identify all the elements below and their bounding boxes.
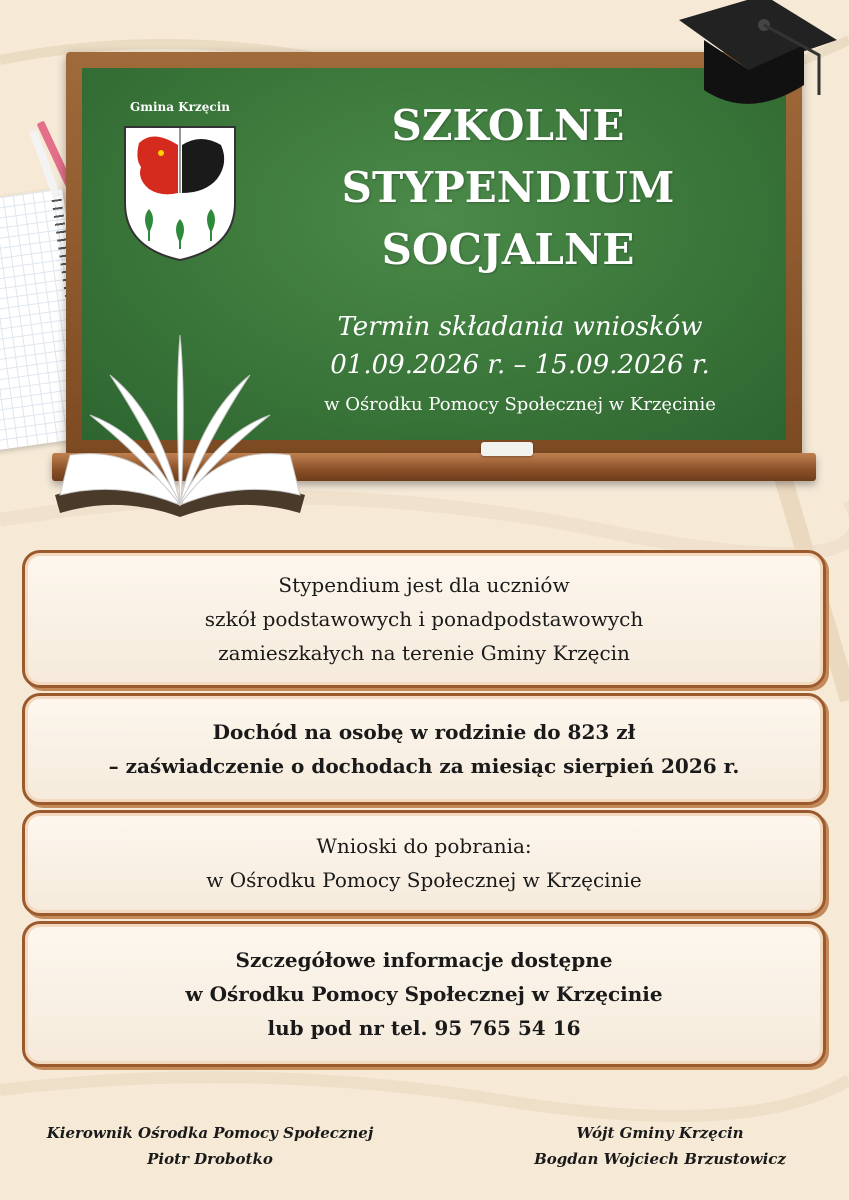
deadline-label: Termin składania wniosków xyxy=(337,312,703,342)
chalk-piece xyxy=(481,442,533,456)
coat-of-arms-icon xyxy=(121,123,239,263)
footer-signature-left xyxy=(20,1120,400,1172)
info-line: lub pod nr tel. 95 765 54 16 xyxy=(267,1016,581,1040)
deadline-place: w Ośrodku Pomocy Społecznej w Krzęcinie xyxy=(324,394,716,415)
info-line: Stypendium jest dla uczniów xyxy=(278,573,570,597)
graduation-cap-icon xyxy=(669,0,839,140)
info-line: Szczegółowe informacje dostępne xyxy=(235,948,613,972)
info-line: w Ośrodku Pomocy Społecznej w Krzęcinie xyxy=(185,982,663,1006)
info-line: Wnioski do pobrania: xyxy=(316,834,532,858)
signature-title: Kierownik Ośrodka Pomocy Społecznej xyxy=(46,1124,374,1142)
info-box-forms xyxy=(22,810,826,916)
info-line: – zaświadczenie o dochodach za miesiąc sierpień 2026 r. xyxy=(108,754,740,778)
info-line: Dochód na osobę w rodzinie do 823 zł xyxy=(212,720,636,744)
open-book-icon xyxy=(50,335,310,520)
info-box-contact xyxy=(22,921,826,1067)
signature-name: Bogdan Wojciech Brzustowicz xyxy=(534,1150,786,1168)
title-line: SZKOLNE xyxy=(391,101,625,150)
signature-name: Piotr Drobotko xyxy=(147,1150,273,1168)
deadline-block xyxy=(260,308,780,384)
gmina-label: Gmina Krzęcin xyxy=(130,100,230,114)
signature-title: Wójt Gminy Krzęcin xyxy=(576,1124,744,1142)
info-line: zamieszkałych na terenie Gminy Krzęcin xyxy=(218,641,630,665)
info-line: szkół podstawowych i ponadpodstawowych xyxy=(204,607,644,631)
title-line: STYPENDIUM xyxy=(341,163,675,212)
info-box-income xyxy=(22,693,826,805)
deadline-dates: 01.09.2026 r. – 15.09.2026 r. xyxy=(330,350,710,380)
info-box-eligibility xyxy=(22,550,826,688)
footer-signature-right xyxy=(470,1120,849,1172)
title-line: SOCJALNE xyxy=(381,225,635,274)
info-line: w Ośrodku Pomocy Społecznej w Krzęcinie xyxy=(206,868,642,892)
